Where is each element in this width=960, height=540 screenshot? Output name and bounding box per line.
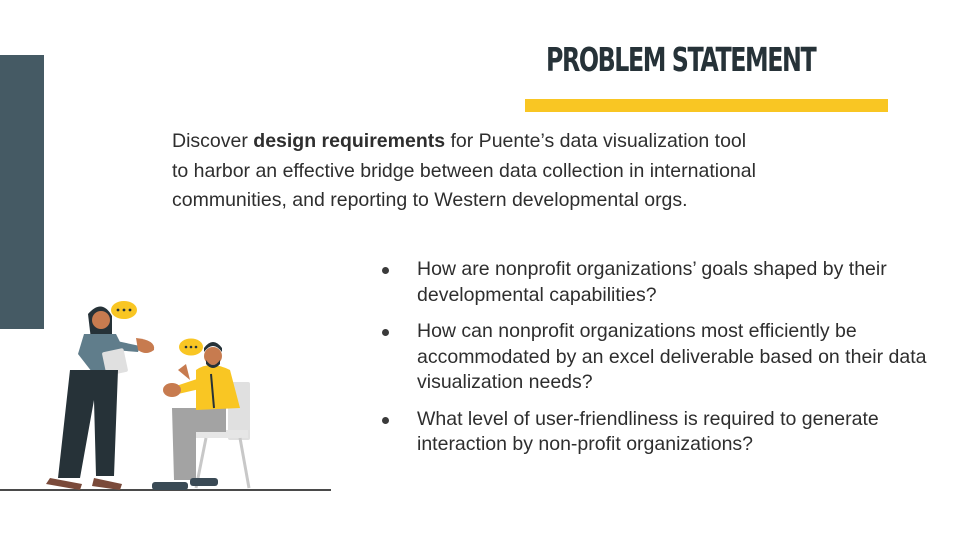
man-figure-icon (152, 342, 240, 490)
list-item (378, 257, 938, 308)
slide-title: PROBLEM STATEMENT (546, 40, 816, 79)
bullet-text: How can nonprofit organizations most efficiently be accommodated by an excel deliverable based on their data visualization needs? (417, 320, 927, 393)
bullet-icon (382, 267, 389, 274)
title-underline (525, 99, 888, 112)
list-item (378, 407, 938, 458)
bullet-icon (382, 329, 389, 336)
bullet-text: How are nonprofit organizations’ goals shaped by their developmental capabilities? (417, 258, 887, 306)
bullet-icon (382, 417, 389, 424)
speech-bubble-icon (179, 339, 203, 356)
conversation-illustration (0, 290, 340, 500)
list-item (378, 319, 938, 396)
side-accent-bar (0, 55, 44, 329)
speech-bubble-icon (111, 301, 137, 319)
intro-text-end: for Puente’s data visualization tool to harbor an effective bridge between data collection in international communities, and reporting to Western developmental orgs. (172, 130, 756, 211)
intro-bold-phrase: design requirements (253, 130, 446, 152)
woman-figure-icon (46, 306, 154, 490)
intro-paragraph (172, 127, 762, 216)
bullet-text: What level of user-friendliness is required to generate interaction by non-profit organizations? (417, 407, 879, 455)
intro-text-start: Discover (172, 130, 254, 152)
question-list (378, 257, 938, 469)
